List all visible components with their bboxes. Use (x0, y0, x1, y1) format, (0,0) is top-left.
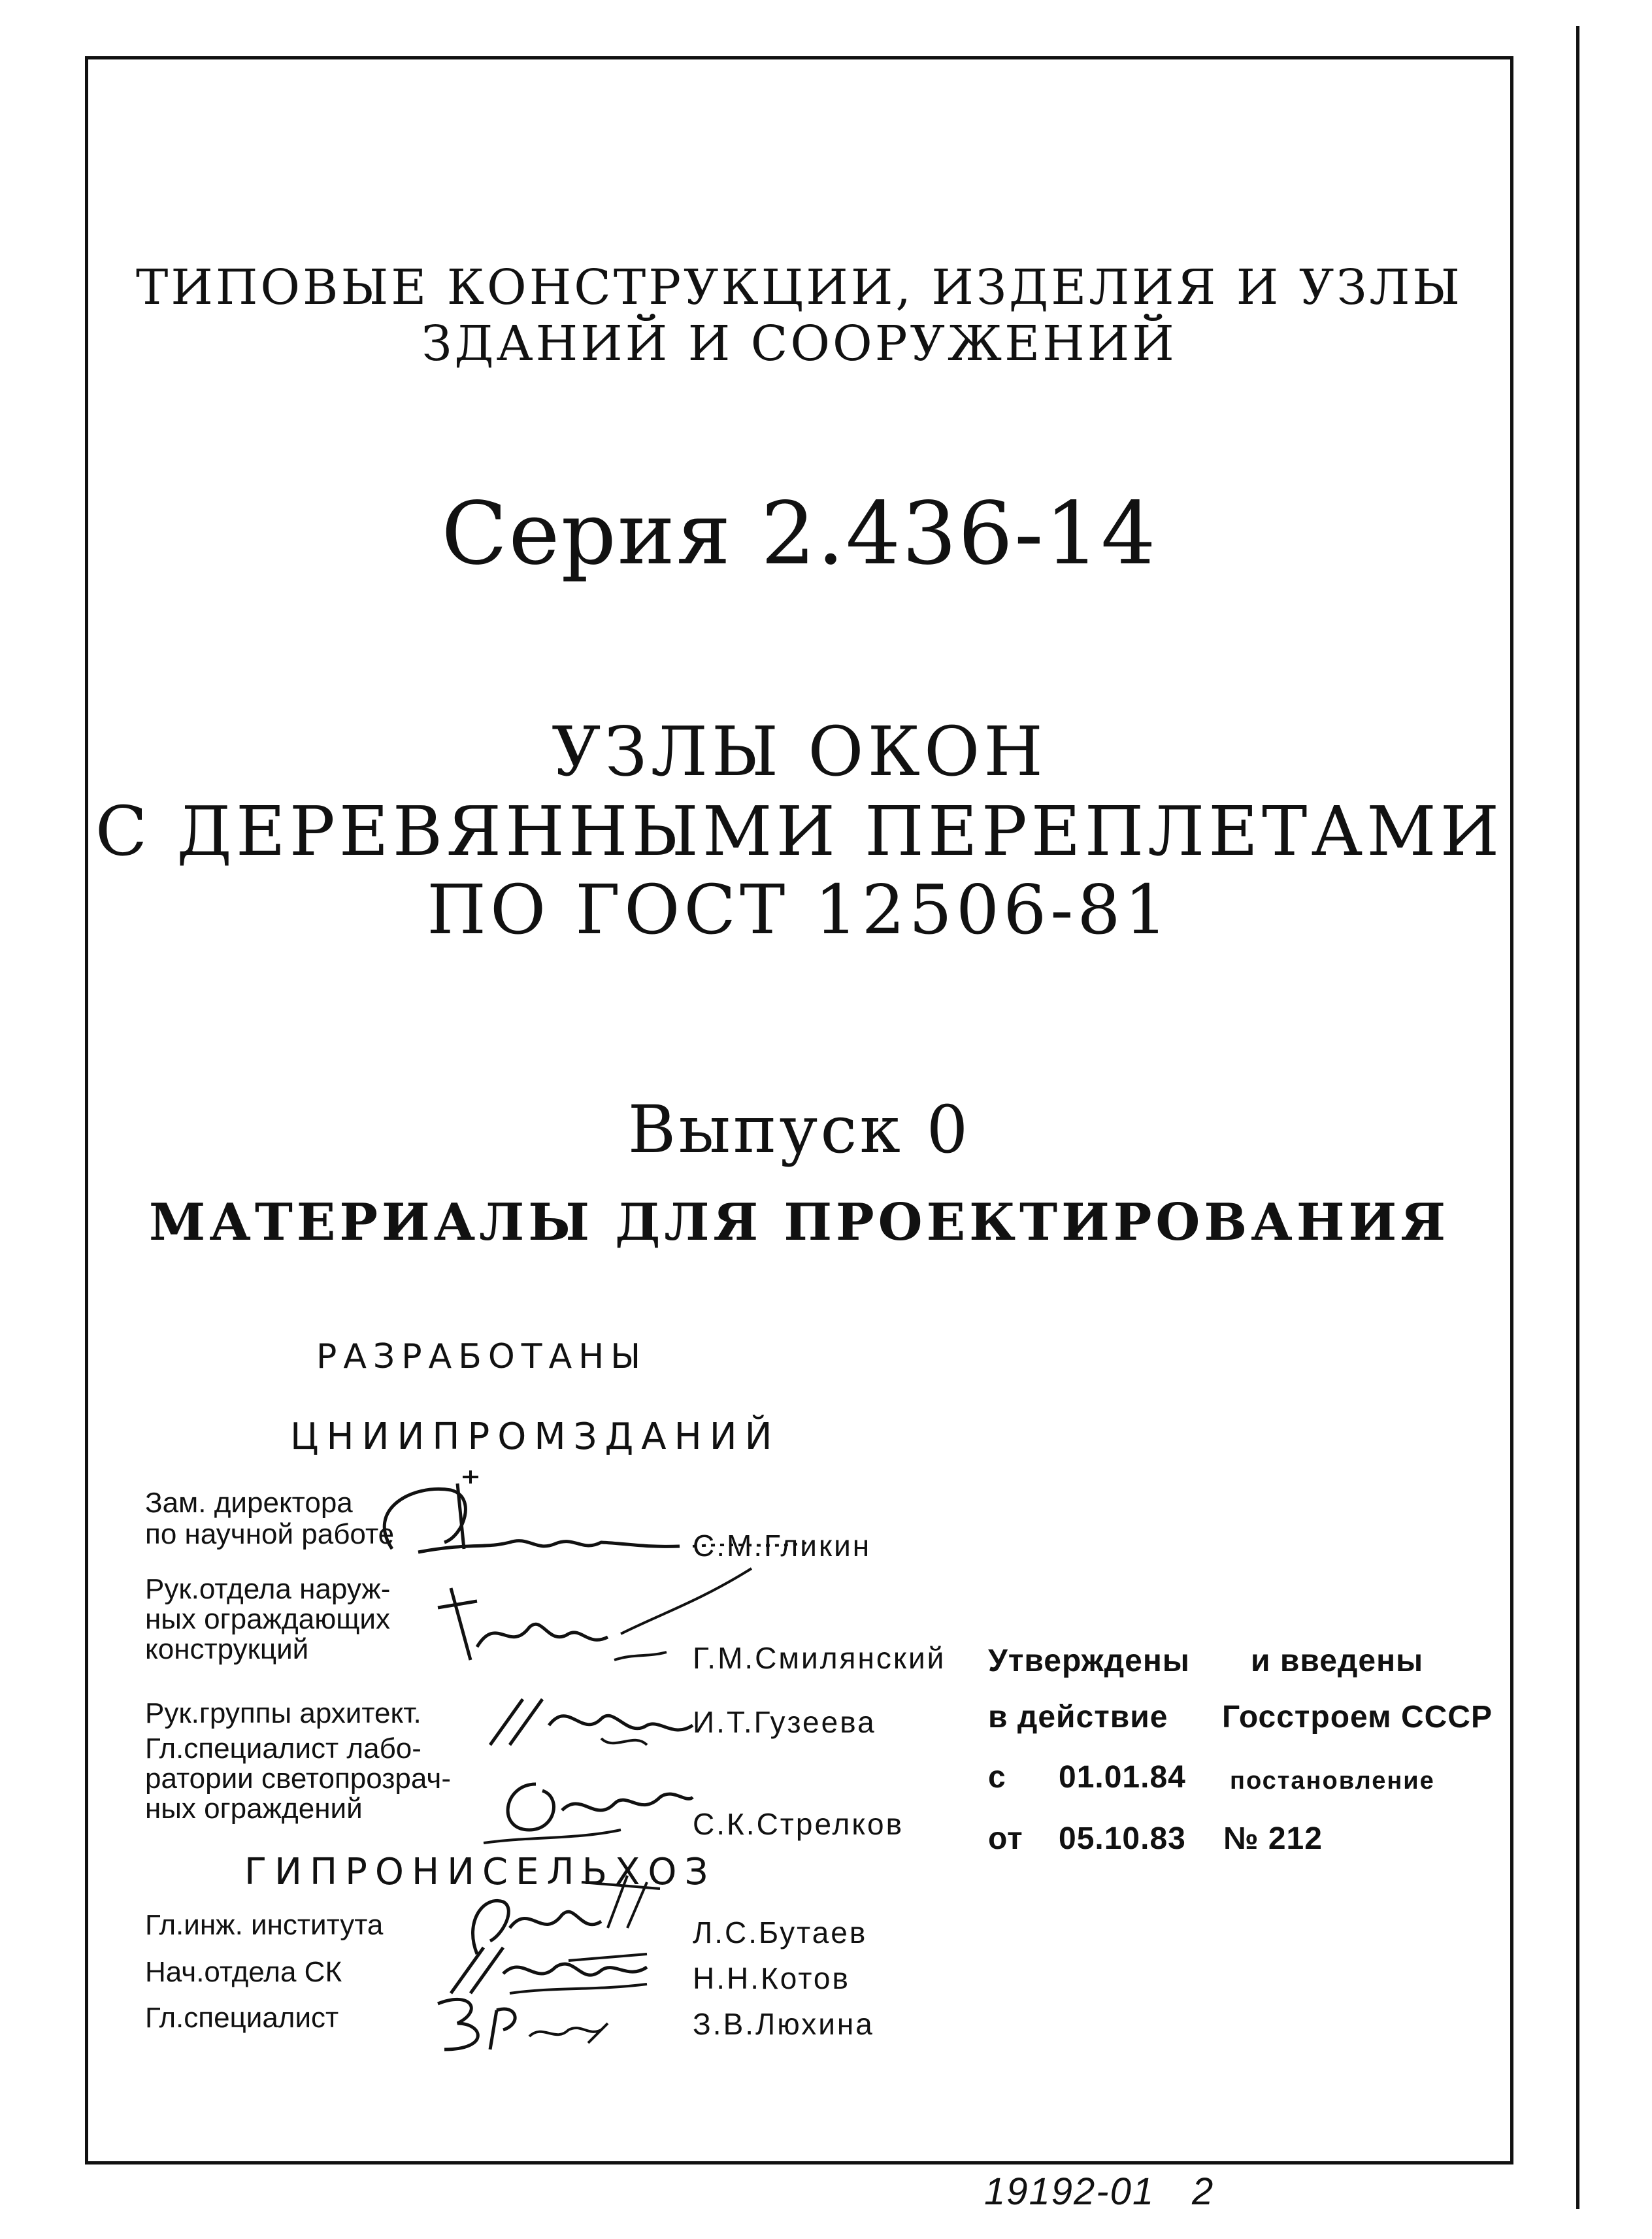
title-line-3: ПО ГОСТ 12506-81 (427, 870, 1172, 950)
issue-title: Выпуск 0 (627, 1091, 971, 1168)
approval-text: постановление (1230, 1767, 1435, 1795)
signatory-role: Гл.инж. института (145, 1909, 384, 1941)
page-number: 2 (1192, 2170, 1215, 2213)
approval-text: и введены (1251, 1644, 1424, 1678)
signature-lyukhina (425, 1984, 621, 2056)
signatory-role: Гл.специалист (145, 2002, 339, 2034)
approval-date: 05.10.83 (1059, 1821, 1186, 1856)
developed-by-label: РАЗРАБОТАНЫ (316, 1337, 648, 1376)
signatory-name: З.В.Люхина (693, 2007, 874, 2041)
signatory-name: И.Т.Гузеева (693, 1705, 876, 1739)
header-line-2: ЗДАНИЙ И СООРУЖЕНИЙ (421, 316, 1177, 372)
approval-date: 01.01.84 (1059, 1760, 1186, 1795)
signatory-role: Нач.отдела СК (145, 1956, 342, 1988)
signatory-role: ных ограждений (145, 1793, 363, 1825)
signatory-role: Гл.специалист лабо- (145, 1733, 421, 1765)
signatory-role: Рук.отдела наруж- (145, 1573, 391, 1605)
signatory-name: Г.М.Смилянский (693, 1641, 946, 1675)
signatory-role: конструкций (145, 1633, 309, 1665)
signature-glikin (353, 1470, 823, 1568)
signatory-role: ных ограждающих (145, 1603, 390, 1635)
approval-text: от (988, 1821, 1023, 1856)
approval-text: Утверждены (988, 1644, 1190, 1678)
footer-code: 19192-01 (984, 2170, 1155, 2213)
approval-number: № 212 (1223, 1821, 1323, 1856)
approval-text: в действие (988, 1700, 1168, 1734)
signature-smilyansky (425, 1562, 765, 1680)
signature-strelkov (477, 1758, 699, 1849)
approval-text: с (988, 1760, 1006, 1795)
signatory-role: ратории светопрозрач- (145, 1763, 451, 1795)
title-line-1: УЗЛЫ ОКОН (552, 712, 1047, 791)
signatory-name: Л.С.Бутаев (693, 1916, 868, 1949)
title-line-2: С ДЕРЕВЯННЫМИ ПЕРЕПЛЕТАМИ (95, 791, 1504, 871)
org2-name: ГИПРОНИСЕЛЬХОЗ (244, 1851, 716, 1893)
header-line-1: ТИПОВЫЕ КОНСТРУКЦИИ, ИЗДЕЛИЯ И УЗЛЫ (135, 259, 1463, 316)
approval-text: Госстроем СССР (1222, 1700, 1493, 1734)
signatory-name: С.К.Стрелков (693, 1807, 904, 1841)
signature-guzeeva (484, 1686, 706, 1758)
signatory-role: по научной работе (145, 1518, 395, 1550)
subtitle: МАТЕРИАЛЫ ДЛЯ ПРОЕКТИРОВАНИЯ (149, 1193, 1449, 1252)
org1-name: ЦНИИПРОМЗДАНИЙ (290, 1416, 780, 1458)
right-margin-rule (1576, 26, 1579, 2209)
signatory-name: Н.Н.Котов (693, 1961, 850, 1995)
signatory-role: Зам. директора (145, 1487, 353, 1519)
signatory-name: С.М.Гликин (693, 1529, 872, 1563)
signatory-role: Рук.группы архитект. (145, 1697, 421, 1729)
series-title: Серия 2.436-14 (441, 484, 1157, 584)
